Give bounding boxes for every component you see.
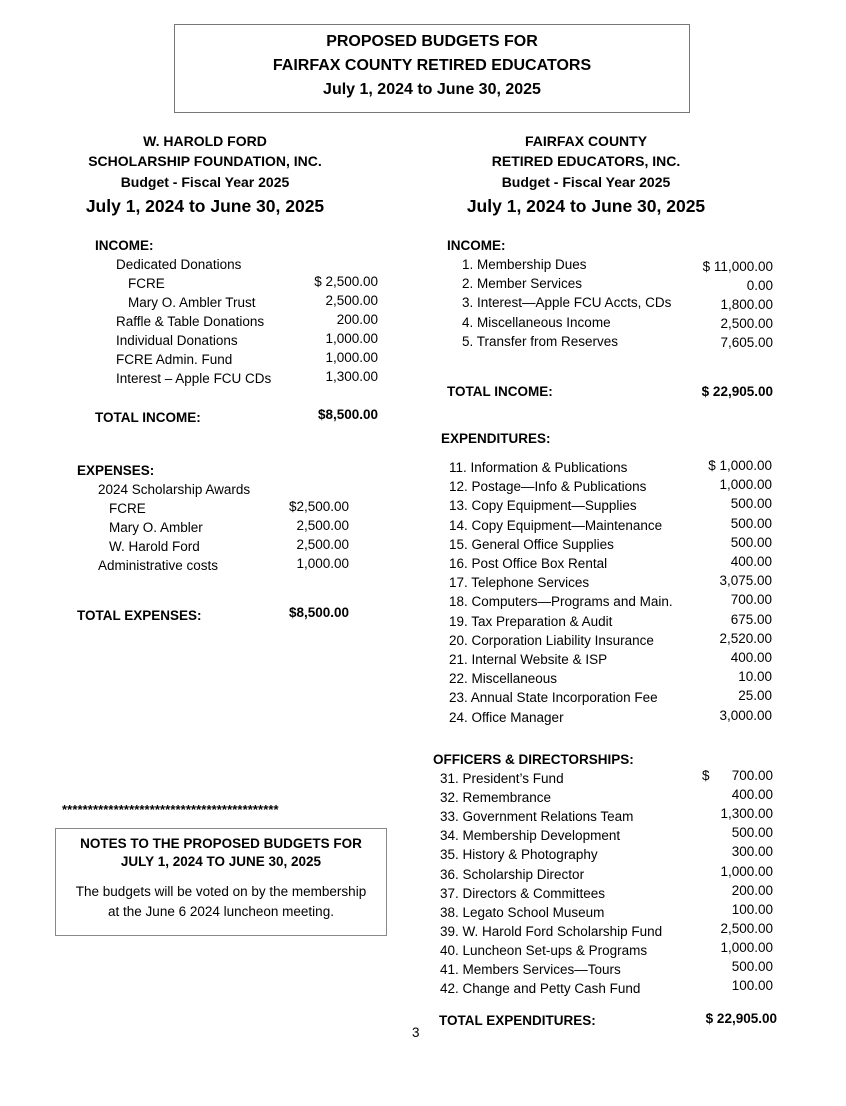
right-officers-heading: OFFICERS & DIRECTORSHIPS:: [433, 752, 634, 767]
right-expenditures-heading: EXPENDITURES:: [441, 431, 551, 446]
left-expense-value: $2,500.00: [288, 499, 349, 514]
notes-text-line-2: at the June 6 2024 luncheon meeting.: [108, 904, 334, 919]
title-box: [174, 24, 690, 113]
expenditure-label: 17. Telephone Services: [449, 575, 590, 591]
officer-label: 42. Change and Petty Cash Fund: [440, 981, 641, 997]
expenditure-label: 20. Corporation Liability Insurance: [449, 632, 654, 648]
title-line-2: FAIRFAX COUNTY RETIRED EDUCATORS: [272, 57, 592, 74]
left-income-value: 2,500.00: [325, 293, 378, 308]
expenditure-label: 22. Miscellaneous: [449, 671, 558, 687]
left-income-value: 1,000.00: [325, 350, 378, 365]
right-total-income-label: TOTAL INCOME:: [447, 384, 553, 399]
left-header-line-2: SCHOLARSHIP FOUNDATION, INC.: [88, 153, 322, 169]
right-income-label: 2. Member Services: [462, 276, 583, 291]
left-expense-label: W. Harold Ford: [109, 539, 200, 554]
left-expense-label: Mary O. Ambler: [109, 520, 203, 535]
officer-value: 1,000.00: [720, 863, 773, 879]
officer-value: 1,300.00: [720, 806, 773, 822]
expenditure-value: 700.00: [730, 592, 772, 608]
expenditure-value: 10.00: [738, 669, 772, 685]
left-income-heading: INCOME:: [95, 238, 154, 253]
left-total-expenses-value: $8,500.00: [288, 605, 349, 620]
left-total-income-label: TOTAL INCOME:: [95, 410, 201, 425]
officer-value: 200.00: [731, 882, 773, 898]
right-total-expenditures-value: $ 22,905.00: [705, 1011, 777, 1026]
officer-value: 300.00: [731, 844, 773, 860]
expenditure-value: 675.00: [730, 611, 772, 627]
officer-value: 100.00: [731, 978, 773, 994]
officer-label: 41. Members Services—Tours: [440, 962, 621, 977]
notes-title-line-1: NOTES TO THE PROPOSED BUDGETS FOR: [80, 836, 362, 851]
right-header-line-1: FAIRFAX COUNTY: [524, 133, 648, 149]
page-number: 3: [412, 1025, 420, 1040]
expenditure-value: 500.00: [730, 515, 772, 531]
left-income-value: 1,000.00: [325, 331, 378, 346]
right-income-value: 7,605.00: [720, 335, 773, 350]
right-header-date: July 1, 2024 to June 30, 2025: [466, 196, 706, 216]
left-income-label: FCRE: [128, 276, 165, 291]
expenditure-value: 400.00: [730, 554, 772, 569]
right-header-line-3: Budget - Fiscal Year 2025: [501, 174, 671, 190]
officer-label: 38. Legato School Museum: [440, 904, 605, 920]
left-income-value: 200.00: [336, 312, 378, 327]
expenditure-value: $ 1,000.00: [708, 458, 772, 473]
right-income-label: 3. Interest—Apple FCU Accts, CDs: [462, 295, 672, 310]
left-income-label: Raffle & Table Donations: [116, 314, 265, 329]
notes-text-line-1: The budgets will be voted on by the membership: [75, 884, 367, 899]
left-total-expenses-label: TOTAL EXPENSES:: [77, 608, 202, 623]
left-income-label: Mary O. Ambler Trust: [128, 295, 256, 310]
expenditure-label: 12. Postage—Info & Publications: [449, 479, 647, 495]
officer-value: 500.00: [731, 825, 773, 841]
officer-value: 2,500.00: [720, 920, 773, 936]
left-expense-label: FCRE: [109, 501, 146, 516]
right-income-label: 5. Transfer from Reserves: [462, 334, 619, 349]
officer-label: 36. Scholarship Director: [440, 866, 585, 882]
officer-dollar-sign: $: [702, 768, 710, 783]
expenditure-value: 1,000.00: [719, 477, 772, 493]
left-income-value: $ 2,500.00: [314, 274, 378, 289]
left-expense-value: 1,000.00: [296, 556, 349, 571]
right-income-value: 1,800.00: [720, 297, 773, 312]
expenditure-label: 13. Copy Equipment—Supplies: [449, 498, 637, 514]
expenditure-value: 500.00: [730, 496, 772, 512]
left-expense-value: 2,500.00: [296, 537, 349, 552]
notes-title-line-2: JULY 1, 2024 TO JUNE 30, 2025: [120, 854, 322, 869]
right-total-expenditures-label: TOTAL EXPENDITURES:: [439, 1013, 596, 1028]
expenditure-label: 19. Tax Preparation & Audit: [449, 613, 613, 629]
expenditure-label: 23. Annual State Incorporation Fee: [449, 690, 658, 706]
officer-label: 37. Directors & Committees: [440, 885, 606, 901]
officer-label: 34. Membership Development: [440, 828, 621, 844]
asterisk-divider: ******************************************: [62, 802, 279, 817]
expenditure-value: 3,000.00: [719, 707, 772, 723]
right-income-value: 2,500.00: [720, 316, 773, 331]
left-income-value: 1,300.00: [325, 369, 378, 384]
officer-value: 1,000.00: [720, 939, 773, 955]
expenditure-label: 15. General Office Supplies: [449, 536, 614, 552]
officer-label: 39. W. Harold Ford Scholarship Fund: [440, 923, 663, 939]
expenditure-value: 2,520.00: [719, 630, 772, 646]
right-income-label: 4. Miscellaneous Income: [462, 315, 611, 330]
officer-value: 400.00: [731, 787, 773, 803]
left-income-label: Interest – Apple FCU CDs: [116, 371, 272, 386]
officer-value: 100.00: [731, 901, 773, 917]
expenditure-value: 400.00: [730, 650, 772, 665]
left-income-label: Individual Donations: [116, 333, 238, 348]
expenditure-value: 25.00: [738, 688, 772, 704]
officer-label: 40. Luncheon Set-ups & Programs: [440, 942, 648, 958]
left-header-line-3: Budget - Fiscal Year 2025: [120, 174, 290, 190]
expenditure-label: 24. Office Manager: [449, 709, 564, 725]
right-income-label: 1. Membership Dues: [462, 257, 587, 272]
expenditure-label: 18. Computers—Programs and Main.: [449, 594, 673, 610]
expenditure-value: 3,075.00: [719, 573, 772, 589]
officer-label: 33. Government Relations Team: [440, 809, 634, 825]
expenditure-label: 16. Post Office Box Rental: [449, 556, 608, 571]
left-header-line-1: W. HAROLD FORD: [143, 133, 267, 149]
expenditure-value: 500.00: [730, 534, 772, 550]
right-income-value: $ 11,000.00: [702, 259, 773, 274]
officer-value: 500.00: [731, 959, 773, 974]
title-line-3: July 1, 2024 to June 30, 2025: [323, 81, 541, 98]
left-header-date: July 1, 2024 to June 30, 2025: [85, 196, 325, 216]
expenditure-label: 11. Information & Publications: [449, 460, 628, 475]
left-income-label: FCRE Admin. Fund: [116, 352, 233, 367]
right-total-income-value: $ 22,905.00: [701, 384, 773, 399]
officer-label: 32. Remembrance: [440, 790, 552, 806]
right-income-heading: INCOME:: [447, 238, 506, 253]
notes-box: [55, 828, 387, 936]
officer-value: 700.00: [731, 768, 773, 783]
expenditure-label: 21. Internal Website & ISP: [449, 652, 608, 667]
left-expense-label: 2024 Scholarship Awards: [98, 482, 251, 497]
left-expenses-heading: EXPENSES:: [77, 463, 155, 478]
left-expense-value: 2,500.00: [296, 518, 349, 533]
right-income-value: 0.00: [746, 278, 773, 293]
left-expense-label: Administrative costs: [98, 558, 219, 573]
title-line-1: PROPOSED BUDGETS FOR: [326, 33, 538, 50]
officer-label: 35. History & Photography: [440, 847, 598, 863]
left-income-label: Dedicated Donations: [116, 257, 242, 272]
right-header-line-2: RETIRED EDUCATORS, INC.: [491, 153, 681, 169]
left-total-income-value: $8,500.00: [317, 407, 378, 422]
officer-label: 31. President’s Fund: [440, 771, 564, 786]
expenditure-label: 14. Copy Equipment—Maintenance: [449, 517, 663, 533]
